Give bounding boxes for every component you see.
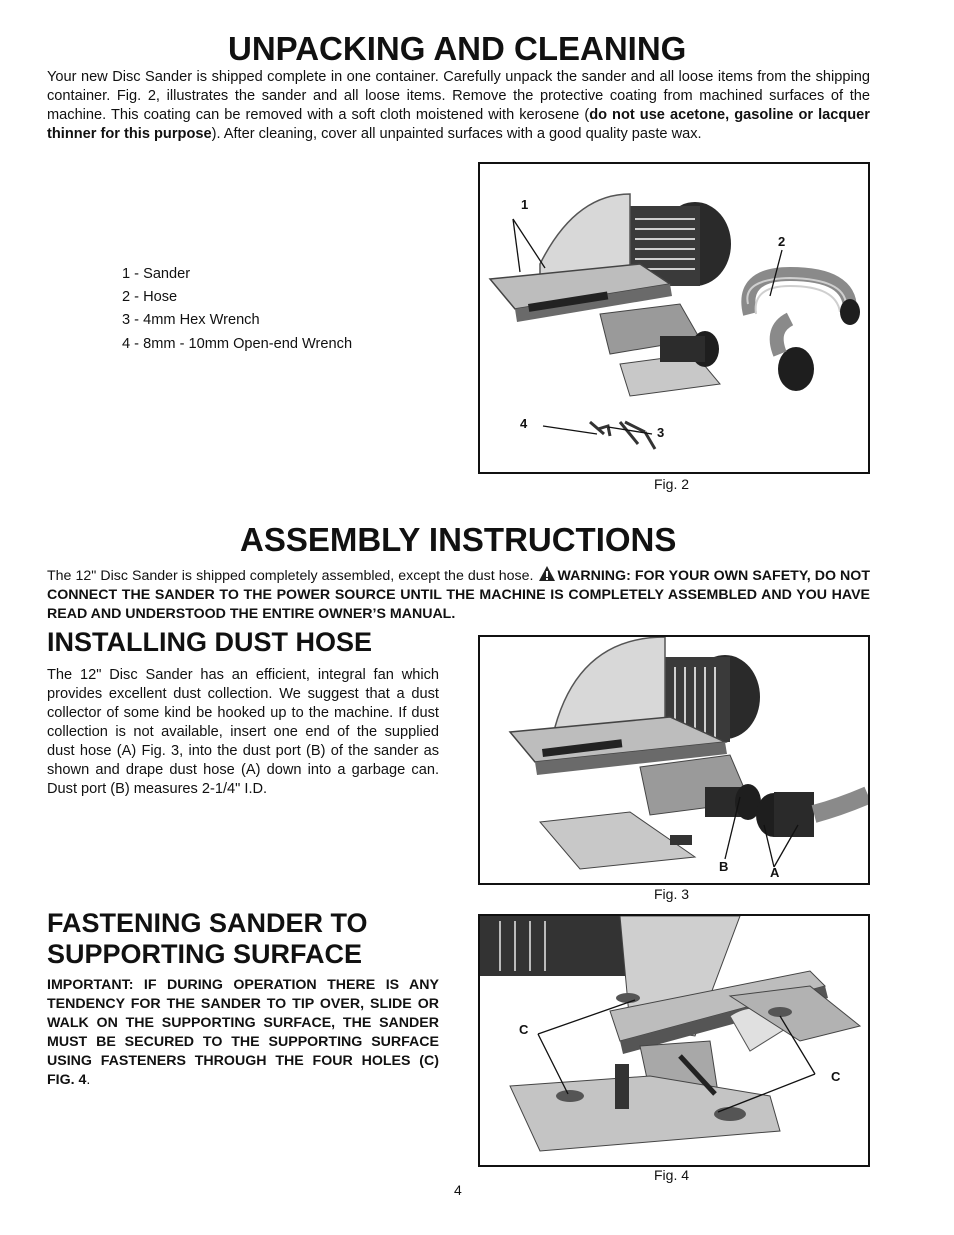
unpacking-text-c: ). After cleaning, cover all unpainted surfaces with a good quality paste wax.	[211, 126, 702, 142]
fig4-caption: Fig. 4	[654, 1167, 690, 1183]
fig2-caption: Fig. 2	[654, 476, 690, 492]
fig3-caption: Fig. 3	[654, 886, 690, 902]
figure-2	[478, 162, 870, 474]
dust-hose-paragraph: The 12" Disc Sander has an efficient, integral fan which provides excellent dust collection. We suggest that a dust collector of some kind be hooked up to the machine. If dust collection is not available, insert one end of the supplied dust hose (A) Fig. 3, into the dust port (B) of the sander as shown and drape dust hose (A) down into a garbage can. Dust port (B) measures 2-1/4" I.D.	[47, 667, 439, 797]
warning-icon	[538, 565, 556, 582]
dust-hose-installation-illustration	[480, 637, 868, 883]
fastening-title-line2: SUPPORTING SURFACE	[47, 939, 363, 969]
section-title-fastening	[47, 908, 368, 970]
list-item: 1 - Sander	[122, 266, 191, 282]
unpacking-text-bold: do not use acetone, gasoline or lacquer thinner for this purpose	[47, 107, 870, 142]
fastening-text-end: .	[86, 1072, 91, 1088]
fastening-title-line1: FASTENING SANDER TO	[47, 908, 368, 938]
figure-3	[478, 635, 870, 885]
section-title-dust-hose: INSTALLING DUST HOSE	[47, 627, 373, 657]
mounting-holes-illustration	[480, 916, 868, 1165]
assembly-intro-text: The 12" Disc Sander is shipped completely assembled, except the dust hose.	[47, 568, 538, 584]
fig3-label-a: A	[770, 865, 780, 880]
section-title-unpacking: UNPACKING AND CLEANING	[228, 30, 687, 67]
assembly-intro	[47, 565, 870, 624]
fastening-text-bold: IMPORTANT: IF DURING OPERATION THERE IS ANY TENDENCY FOR THE SANDER TO TIP OVER, SLIDE OR WALK ON THE SUPPORTING SURFACE, THE SANDER MUST BE SECURED TO THE SUPPORTING SURFACE USING FASTENERS THROUGH THE FOUR HOLES (C) FIG. 4	[47, 977, 439, 1088]
list-item: 2 - Hose	[122, 289, 178, 306]
list-item: 4 - 8mm - 10mm Open-end Wrench	[122, 335, 353, 352]
page-number: 4	[454, 1182, 462, 1198]
section-title-assembly: ASSEMBLY INSTRUCTIONS	[240, 521, 677, 558]
sander-with-loose-items-illustration	[480, 164, 868, 472]
fig4-label-c-right: C	[831, 1069, 841, 1084]
assembly-warning-text: WARNING: FOR YOUR OWN SAFETY, DO NOT CONNECT THE SANDER TO THE POWER SOURCE UNTIL THE MACHINE IS COMPLETELY ASSEMBLED AND YOU HAVE READ AND UNDERSTOOD THE ENTIRE OWNER’S MANUAL.	[47, 568, 870, 622]
fastening-paragraph	[47, 976, 439, 1090]
loose-items-list	[122, 263, 352, 356]
fig2-label-4: 4	[520, 416, 528, 431]
unpacking-text-a: Your new Disc Sander is shipped complete in one container. Carefully unpack the sander and all loose items from the shipping container. Fig. 2, illustrates the sander and all loose items. Remove the protective coating from machined surfaces of the machine. This coating can be removed with a soft cloth moistened with kerosene (	[47, 69, 870, 123]
fig2-label-3: 3	[657, 425, 665, 440]
list-item: 3 - 4mm Hex Wrench	[122, 312, 260, 329]
figure-4	[478, 914, 870, 1167]
fig2-label-2: 2	[778, 234, 786, 249]
fig4-label-c-left: C	[519, 1022, 529, 1037]
fig2-label-1: 1	[521, 197, 529, 212]
fig3-label-b: B	[719, 859, 729, 874]
unpacking-paragraph	[47, 68, 870, 144]
